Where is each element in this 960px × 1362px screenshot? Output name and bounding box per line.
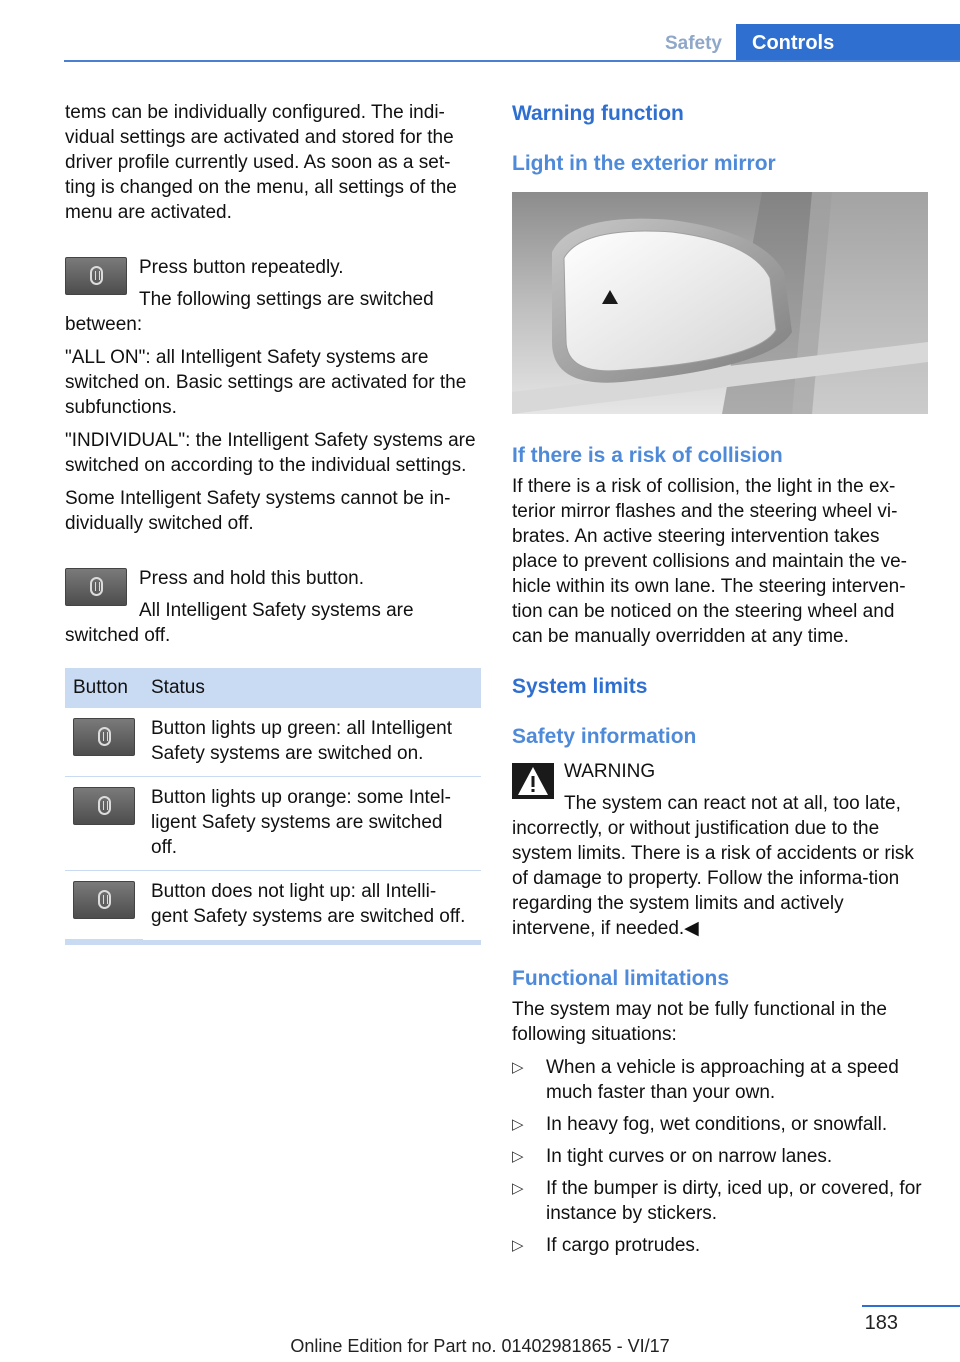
table-row (65, 777, 481, 871)
some-cannot-text: Some Intelligent Safety systems cannot be in‐dividually switched off. (65, 488, 451, 534)
table-cell-status: Button lights up orange: some Intel‐ligent Safety systems are switched off. (143, 777, 481, 871)
limitations-list (512, 1055, 930, 1258)
intelligent-safety-button-icon (73, 787, 135, 825)
table-cell-status: Button lights up green: all Intelligent Safety systems are switched on. (143, 708, 481, 777)
list-item: ▷ If the bumper is dirty, iced up, or covered, for instance by stickers. (512, 1178, 922, 1224)
warning-label: WARNING (564, 761, 656, 782)
intro-paragraph: tems can be individually configured. The indi‐vidual settings are activated and stored for the driver profile currently used. As soon as a set‐ting is changed on the menu, all settings of the menu are activated. (65, 102, 457, 223)
table-cell-status: Button does not light up: all Intelli‐gent Safety systems are switched off. (151, 881, 466, 927)
header-tab-controls: Controls (736, 24, 960, 62)
heading-system-limits: System limits (512, 675, 648, 698)
list-item: ▷ In heavy fog, wet conditions, or snowfall. (512, 1114, 888, 1135)
intelligent-safety-button-icon (65, 257, 127, 295)
list-item: ▷ If cargo protrudes. (512, 1235, 701, 1256)
table-row (65, 708, 481, 777)
table-bottom-rule (65, 940, 481, 945)
warning-text: The system can react not at all, too late, incorrectly, or without justification due to the system limits. There is a risk of accidents or risk of damage to property. Follow the informa‐tion regarding the system limits and actively intervene, if needed.◀ (512, 793, 914, 939)
heading-light-mirror: Light in the exterior mirror (512, 152, 776, 175)
intelligent-safety-button-icon (73, 718, 135, 756)
table-header-status: Status (143, 668, 481, 708)
edition-footer: Online Edition for Part no. 01402981865 - VI/17 (290, 1336, 670, 1356)
intelligent-safety-button-icon (73, 881, 135, 919)
warning-triangle-icon (512, 763, 554, 799)
heading-functional-limitations: Functional limitations (512, 967, 730, 990)
heading-warning-function: Warning function (512, 102, 684, 125)
following-text: The following settings are switched between: (65, 289, 434, 335)
exterior-mirror-illustration (512, 192, 928, 414)
list-item: ▷ When a vehicle is approaching at a speed much faster than your own. (512, 1057, 899, 1103)
triangle-bullet-icon: ▷ (512, 1148, 524, 1165)
triangle-bullet-icon: ▷ (512, 1116, 524, 1133)
functional-intro: The system may not be fully functional in the following situations: (512, 999, 887, 1045)
list-item: ▷ In tight curves or on narrow lanes. (512, 1146, 833, 1167)
triangle-bullet-icon: ▷ (512, 1237, 524, 1254)
heading-safety-information: Safety information (512, 725, 697, 748)
all-off-text: All Intelligent Safety systems are switched off. (65, 600, 414, 646)
press-hold-text: Press and hold this button. (139, 568, 364, 589)
risk-text: If there is a risk of collision, the light in the ex‐terior mirror flashes and the steering wheel vi‐brates. An active steering intervention takes place to prevent collisions and maintain the ve‐hicle within its own lane. The steering interven‐tion can be noticed on the steering wheel and can be manually overridden at any time. (512, 476, 908, 647)
press-hold-block (65, 566, 481, 648)
triangle-bullet-icon: ▷ (512, 1180, 524, 1197)
triangle-bullet-icon: ▷ (512, 1059, 524, 1076)
heading-risk-collision: If there is a risk of collision (512, 444, 783, 467)
right-column (512, 100, 930, 1265)
button-status-table (65, 668, 481, 940)
warning-block (512, 759, 930, 941)
intelligent-safety-button-icon (65, 568, 127, 606)
page-number-rule (862, 1305, 960, 1307)
press-repeat-block (65, 255, 481, 337)
exterior-mirror-photo (512, 192, 928, 414)
left-column (65, 100, 481, 945)
table-header-button: Button (65, 668, 143, 708)
header-divider (64, 60, 960, 62)
table-row (65, 871, 481, 940)
page-number: 183 (864, 1312, 898, 1334)
individual-text: "INDIVIDUAL": the Intelligent Safety systems are switched on according to the individual settings. (65, 430, 476, 476)
header-tab-safety: Safety (664, 33, 722, 54)
all-on-text: "ALL ON": all Intelligent Safety systems are switched on. Basic settings are activated for the subfunctions. (65, 347, 467, 418)
press-repeat-text: Press button repeatedly. (139, 257, 344, 278)
